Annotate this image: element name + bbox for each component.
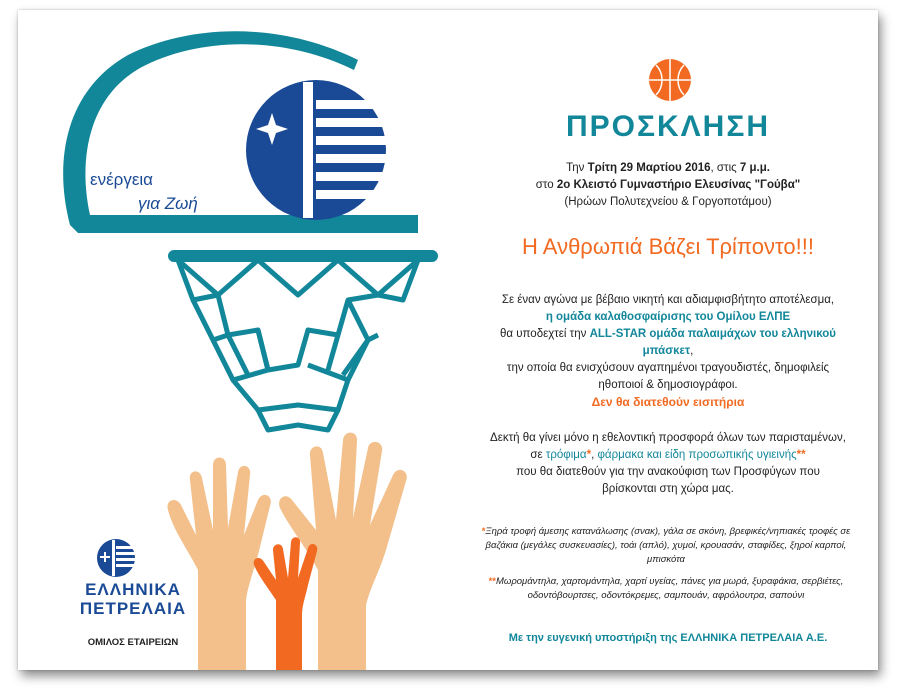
paragraph-match: [488, 292, 848, 394]
p2-line2-prefix: σε: [530, 449, 546, 461]
p2-comma: ,: [591, 449, 598, 461]
slogan-line1: ενέργεια: [90, 170, 154, 189]
footnote-food: [480, 525, 852, 567]
company-name: [68, 580, 198, 618]
headline: Η Ανθρωπιά Βάζει Τρίποντο!!!: [522, 234, 814, 259]
p2-line3: που θα διατεθούν για την ανακούφιση των Προσφύγων που: [516, 466, 820, 478]
venue-line: [488, 177, 848, 194]
p1-line4-teal: μπάσκετ: [642, 345, 691, 357]
p1-line2: η ομάδα καλαθοσφαίρισης του Ομίλου ΕΛΠΕ: [545, 311, 791, 323]
event-time: 7 μ.μ.: [739, 162, 770, 174]
event-venue: 2ο Κλειστό Γυμναστήριο Ελευσίνας "Γούβα": [556, 179, 801, 191]
p1-line6: ηθοποιοί & δημοσιογράφοι.: [598, 379, 738, 391]
no-tickets-notice: Δεν θα διατεθούν εισιτήρια: [591, 395, 745, 409]
p1-line4: [488, 343, 848, 360]
slogan-line2: για Ζωή: [138, 194, 198, 213]
p2-line2: [488, 447, 848, 464]
p2-meds: φάρμακα και είδη προσωπικής υγιεινής: [597, 449, 797, 461]
event-address: (Ηρώων Πολυτεχνείου & Γοργοποτάμου): [564, 196, 772, 208]
company-name-line2: ΠΕΤΡΕΛΑΙΑ: [79, 599, 187, 618]
p1-line1: Σε έναν αγώνα με βέβαιο νικητή και αδιαμφισβήτητο αποτέλεσμα,: [501, 294, 835, 306]
hoop-rim: [168, 250, 438, 262]
sponsor-line: Με την ευγενική υποστήριξη της ΕΛΛΗΝΙΚΑ ΠΕΤΡΕΛΑΙΑ Α.Ε.: [508, 632, 828, 644]
footnote-hygiene: [480, 575, 852, 603]
p2-line1: Δεκτή θα γίνει μόνο η εθελοντική προσφορά όλων των παρισταμένων,: [490, 432, 846, 444]
paragraph-donations: [488, 430, 848, 498]
greek-flag-circle-logo: [246, 80, 388, 220]
p2-asterisk1: *: [586, 449, 592, 461]
p1-line3: [488, 326, 848, 343]
p1-line3-teal: ALL-STAR ομάδα παλαιμάχων του ελληνικού: [589, 328, 836, 340]
company-logo-icon: [97, 539, 135, 577]
fn1-mark: *: [481, 526, 486, 537]
date-prefix: Την: [566, 162, 588, 174]
time-prefix: , στις: [710, 162, 740, 174]
basketball-artwork: [18, 10, 478, 670]
company-name-line1: ΕΛΛΗΝΙΚΑ: [85, 580, 181, 599]
fn2-mark: **: [488, 576, 497, 587]
fn2-text: Μωρομάντηλα, χαρτομάντηλα, χαρτί υγείας, πάνες για μωρά, ξυραφάκια, σερβιέτες, οδοντόβουρτσες, οδοντόκρεμες, σαμπουάν, αφρόλουτρα, σαπούνι: [496, 576, 844, 601]
p1-line4-suffix: ,: [690, 345, 694, 357]
p2-food: τρόφιμα: [545, 449, 587, 461]
invitation-card: [18, 10, 878, 670]
invitation-title: ΠΡΟΣΚΛΗΣΗ: [565, 110, 771, 143]
p1-line3-prefix: θα υποδεχτεί την: [500, 328, 590, 340]
p2-line4: βρίσκονται στη χώρα μας.: [602, 483, 734, 495]
fn1-text: Ξηρά τροφή άμεσης κατανάλωσης (σνακ), γάλα σε σκόνη, βρεφικές/νηπιακές τροφές σε βαζάκια (μεγάλες συσκευασίες), τοάι (απλό), χυμοί, κρουασάν, σταφίδες, ξηροί καρποί, μπισκότα: [485, 526, 851, 565]
group-label: ΟΜΙΛΟΣ ΕΤΑΙΡΕΙΩΝ: [87, 637, 179, 648]
venue-prefix: στο: [535, 179, 557, 191]
p2-asterisk2: **: [796, 449, 806, 461]
event-date: Τρίτη 29 Μαρτίου 2016: [587, 162, 711, 174]
basketball-icon: [648, 58, 692, 102]
event-info: [488, 160, 848, 211]
p1-line5: την οποία θα ενισχύσουν αγαπημένοι τραγουδιστές, δημοφιλείς: [506, 362, 830, 374]
basketball-net: [178, 260, 418, 430]
date-line: [488, 160, 848, 177]
hand-child: [254, 537, 318, 670]
